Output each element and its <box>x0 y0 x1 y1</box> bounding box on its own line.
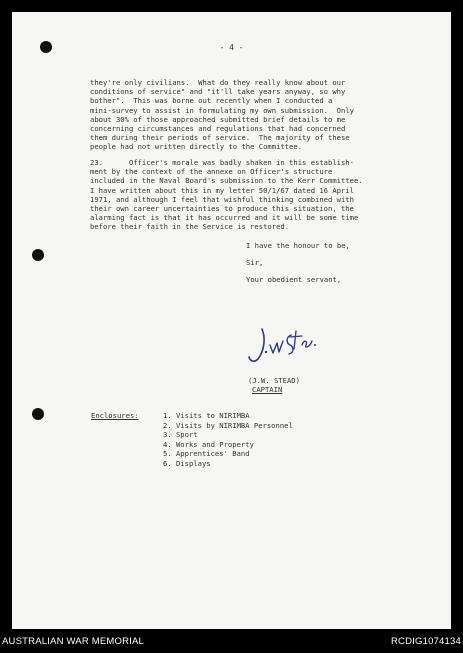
enclosure-item: 4. Works and Property <box>163 439 254 449</box>
handwritten-signature <box>244 319 324 369</box>
closing-line-1: I have the honour to be, <box>246 241 350 250</box>
closing-line-2: Sir, <box>246 258 264 267</box>
page-number: - 4 - <box>219 43 244 52</box>
enclosure-item: 5. Apprentices' Band <box>163 449 250 459</box>
paragraph-continued: they're only civilians. What do they really know about our conditions of service" and "it'll take years anyway, so why bother". This was borne out recently when I conducted a mini-survey to assist in formulating my own submission. Only about 30% of those approached submitted brief details to me concerning circumstances and regulations that had concerned them during their periods of service. The majority of these people had not written directly to the Committee. <box>90 78 354 152</box>
punch-hole-middle <box>32 249 44 261</box>
closing-line-3: Your obedient servant, <box>246 275 342 284</box>
enclosure-item: 2. Visits by NIRIMBA Personnel <box>163 420 293 430</box>
document-page <box>12 12 451 629</box>
enclosures-list <box>163 411 293 469</box>
signatory-name: (J.W. STEAD) <box>248 376 300 385</box>
paragraph-23: 23. Officer's morale was badly shaken in this establish- ment by the context of the annexe on Officer's structure included in the Naval Board's submission to the Kerr Committee. I have written about this in my letter 50/1/67 dated 16 April 1971, and although I feel that wishful thinking combined with their own career uncertainties to produce this situation, the alarming fact is that it has occurred and it will be some time before their faith in the Service is restored. <box>90 158 363 232</box>
signatory-rank: CAPTAIN <box>252 385 283 394</box>
punch-hole-bottom <box>32 408 44 420</box>
enclosure-item: 3. Sport <box>163 430 198 440</box>
enclosure-item: 6. Displays <box>163 458 211 468</box>
enclosures-label: Enclosures: <box>91 411 139 420</box>
archive-footer <box>0 629 463 653</box>
footer-record-id: RCDIG1074134 <box>391 635 461 647</box>
footer-institution: AUSTRALIAN WAR MEMORIAL <box>2 635 145 647</box>
enclosure-item: 1. Visits to NIRIMBA <box>163 411 250 420</box>
